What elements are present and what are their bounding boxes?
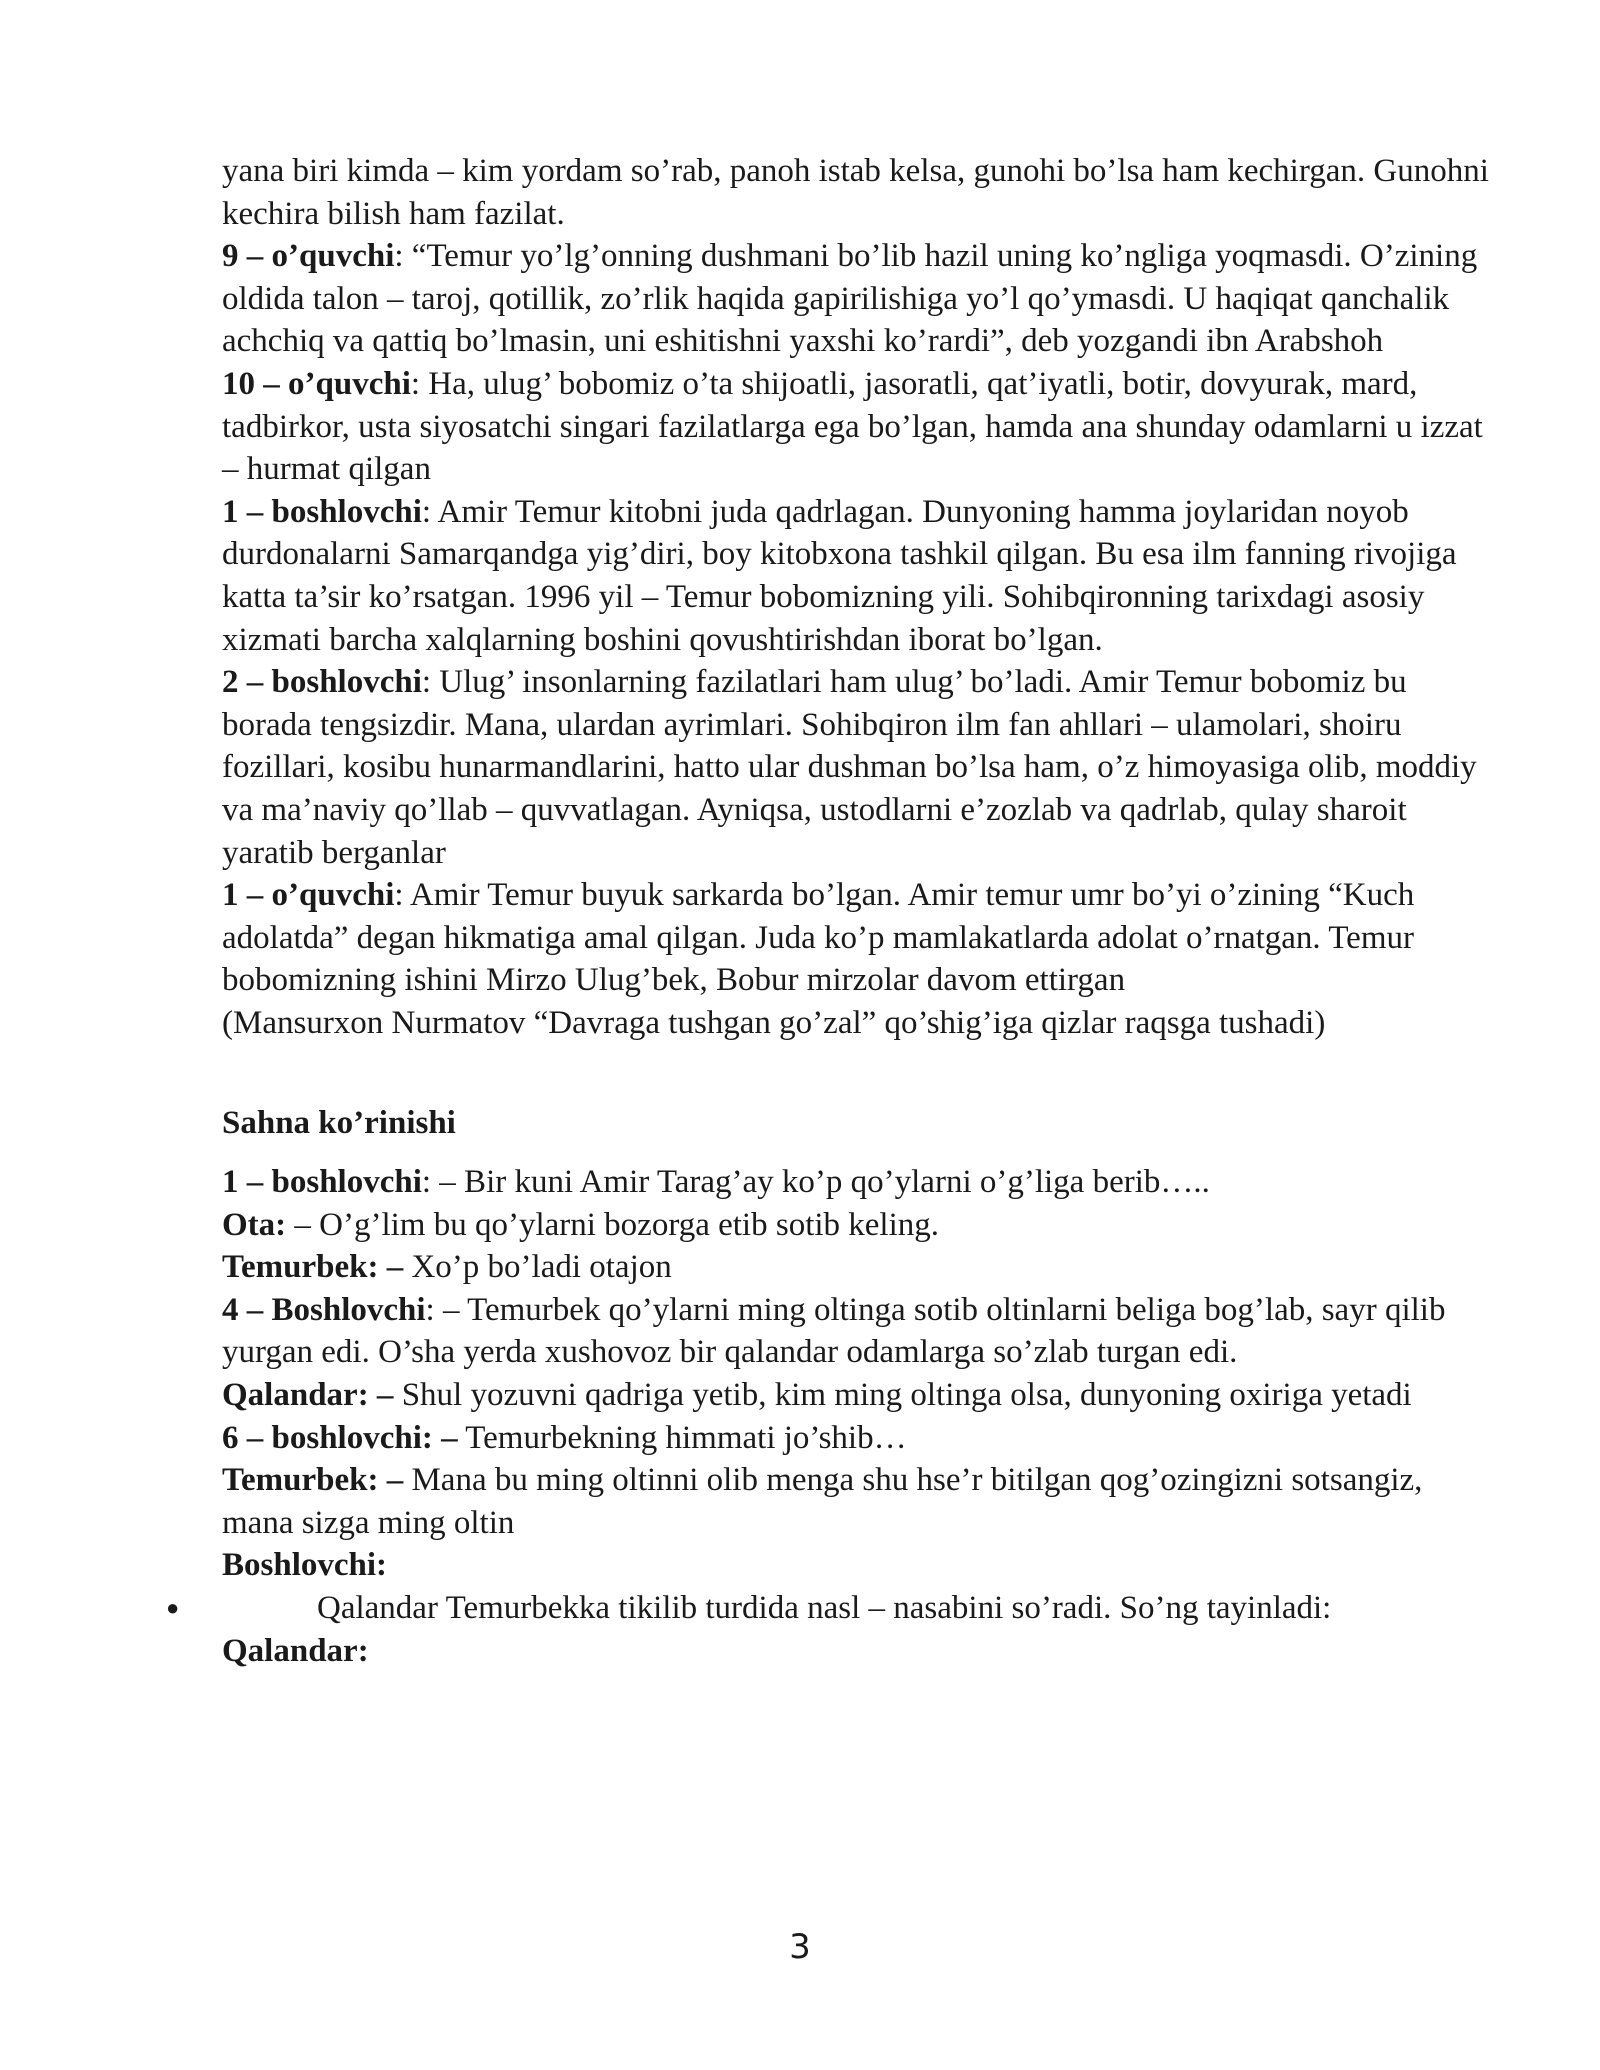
student-9-paragraph: [222, 235, 1492, 363]
speaker-label: Boshlovchi:: [222, 1547, 388, 1584]
speaker-label: Qalandar:: [222, 1632, 369, 1669]
bullet-text: Qalandar Temurbekka tikilib turdida nasl – nasabini so’radi. So’ng tayinladi:: [317, 1590, 1332, 1626]
scene-heading: Sahna ko’rinishi: [222, 1105, 456, 1142]
paragraph-text: : Ha, ulug’ bobomiz o’ta shijoatli, jasoratli, qat’iyatli, botir, dovyurak, mard, tadbirkor, usta siyosatchi singari fazilatlarga ega bo’lgan, hamda ana shunday odamlarni u izzat – hurmat qilgan: [222, 365, 1483, 488]
student-1-paragraph: [222, 874, 1492, 1002]
speaker-label: 10 – o’quvchi: [222, 365, 411, 402]
scene-line: [222, 1246, 1492, 1289]
line-text: – O’g’lim bu qo’ylarni bozorga etib sotib keling.: [286, 1206, 940, 1243]
intro-text: yana biri kimda – kim yordam so’rab, panoh istab kelsa, gunohi bo’lsa ham kechirgan. Gunohni kechira bilish ham fazilat.: [222, 153, 1489, 232]
scene-line: [222, 1544, 1492, 1587]
speaker-label: 1 – boshlovchi: [222, 1164, 422, 1201]
stage-note: (Mansurxon Nurmatov “Davraga tushgan go’zal” qo’shig’iga qizlar raqsga tushadi): [222, 1004, 1326, 1041]
speaker-label: Temurbek: –: [222, 1462, 404, 1499]
page-content: [166, 150, 1492, 1672]
scene-line: [222, 1374, 1492, 1417]
scene-line: [222, 1459, 1492, 1544]
paragraph-text: : Ulug’ insonlarning fazilatlari ham ulug’ bo’ladi. Amir Temur bobomiz bu borada tengsizdir. Mana, ulardan ayrimlari. Sohibqiron ilm fan ahllari – ulamolari, shoiru fozillari, kosibu hunarmandlarini, hatto ular dushman bo’lsa ham, o’z himoyasiga olib, moddiy va ma’naviy qo’llab – quvvatlagan. Ayniqsa, ustodlarni e’zozlab va qadrlab, qulay sharoit yaratib berganlar: [222, 664, 1477, 871]
speaker-label: 6 – boshlovchi: –: [222, 1419, 458, 1456]
intro-paragraph: [222, 150, 1492, 235]
speaker-label: Temurbek: –: [222, 1249, 404, 1286]
scene-line: [222, 1417, 1492, 1460]
speaker-label: 2 – boshlovchi: [222, 664, 422, 701]
speaker-label: Qalandar: –: [222, 1377, 394, 1414]
paragraph-text: : “Temur yo’lg’onning dushmani bo’lib hazil uning ko’ngliga yoqmasdi. O’zining oldida talon – taroj, qotillik, zo’rlik haqida gapirilishiga yo’l qo’ymasdi. U haqiqat qanchalik achchiq va qattiq bo’lmasin, uni eshitishni yaxshi ko’rardi”, deb yozgandi ibn Arabshoh: [222, 238, 1478, 360]
speaker-label: 1 – boshlovchi: [222, 493, 422, 530]
bullet-icon: ●: [166, 1595, 180, 1620]
paragraph-text: : Amir Temur buyuk sarkarda bo’lgan. Amir temur umr bo’yi o’zining “Kuch adolatda” degan hikmatiga amal qilgan. Juda ko’p mamlakatlarda adolat o’rnatgan. Temur bobomizning ishini Mirzo Ulug’bek, Bobur mirzolar davom ettirgan: [222, 877, 1415, 999]
host-1-paragraph: [222, 491, 1492, 661]
scene-line: [222, 1289, 1492, 1374]
line-text: Mana bu ming oltinni olib menga shu hse’r bitilgan qog’ozingizni sotsangiz, mana sizga ming oltin: [222, 1462, 1423, 1541]
line-text: Temurbekning himmati jo’shib…: [457, 1419, 907, 1456]
line-text: : – Temurbek qo’ylarni ming oltinga sotib oltinlarni beliga bog’lab, sayr qilib yurgan edi. O’sha yerda xushovoz bir qalandar odamlarga so’zlab turgan edi.: [222, 1291, 1446, 1371]
bullet-item: [166, 1587, 1492, 1630]
spacer: [222, 1145, 1492, 1161]
speaker-label: 9 – o’quvchi: [222, 238, 395, 275]
scene-line: [222, 1630, 1492, 1673]
spacer: [222, 1044, 1492, 1102]
speaker-label: 4 – Boshlovchi: [222, 1291, 426, 1328]
speaker-label: 1 – o’quvchi: [222, 877, 395, 914]
paragraph-text: : Amir Temur kitobni juda qadrlagan. Dunyoning hamma joylaridan noyob durdonalarni Samarqandga yig’diri, boy kitobxona tashkil qilgan. Bu esa ilm fanning rivojiga katta ta’sir ko’rsatgan. 1996 yil – Temur bobomizning yili. Sohibqironning tarixdagi asosiy xizmati barcha xalqlarning boshini qovushtirishdan iborat bo’lgan.: [222, 493, 1457, 658]
scene-line: [222, 1161, 1492, 1204]
page-number: 3: [789, 1927, 811, 1967]
student-10-paragraph: [222, 363, 1492, 491]
line-text: Shul yozuvni qadriga yetib, kim ming oltinga olsa, dunyoning oxiriga yetadi: [393, 1377, 1412, 1414]
host-2-paragraph: [222, 661, 1492, 874]
line-text: : – Bir kuni Amir Tarag’ay ko’p qo’ylarni o’g’liga berib…..: [421, 1164, 1210, 1201]
speaker-label: Ota:: [222, 1206, 287, 1243]
scene-line: [222, 1204, 1492, 1247]
line-text: Xo’p bo’ladi otajon: [403, 1249, 672, 1286]
